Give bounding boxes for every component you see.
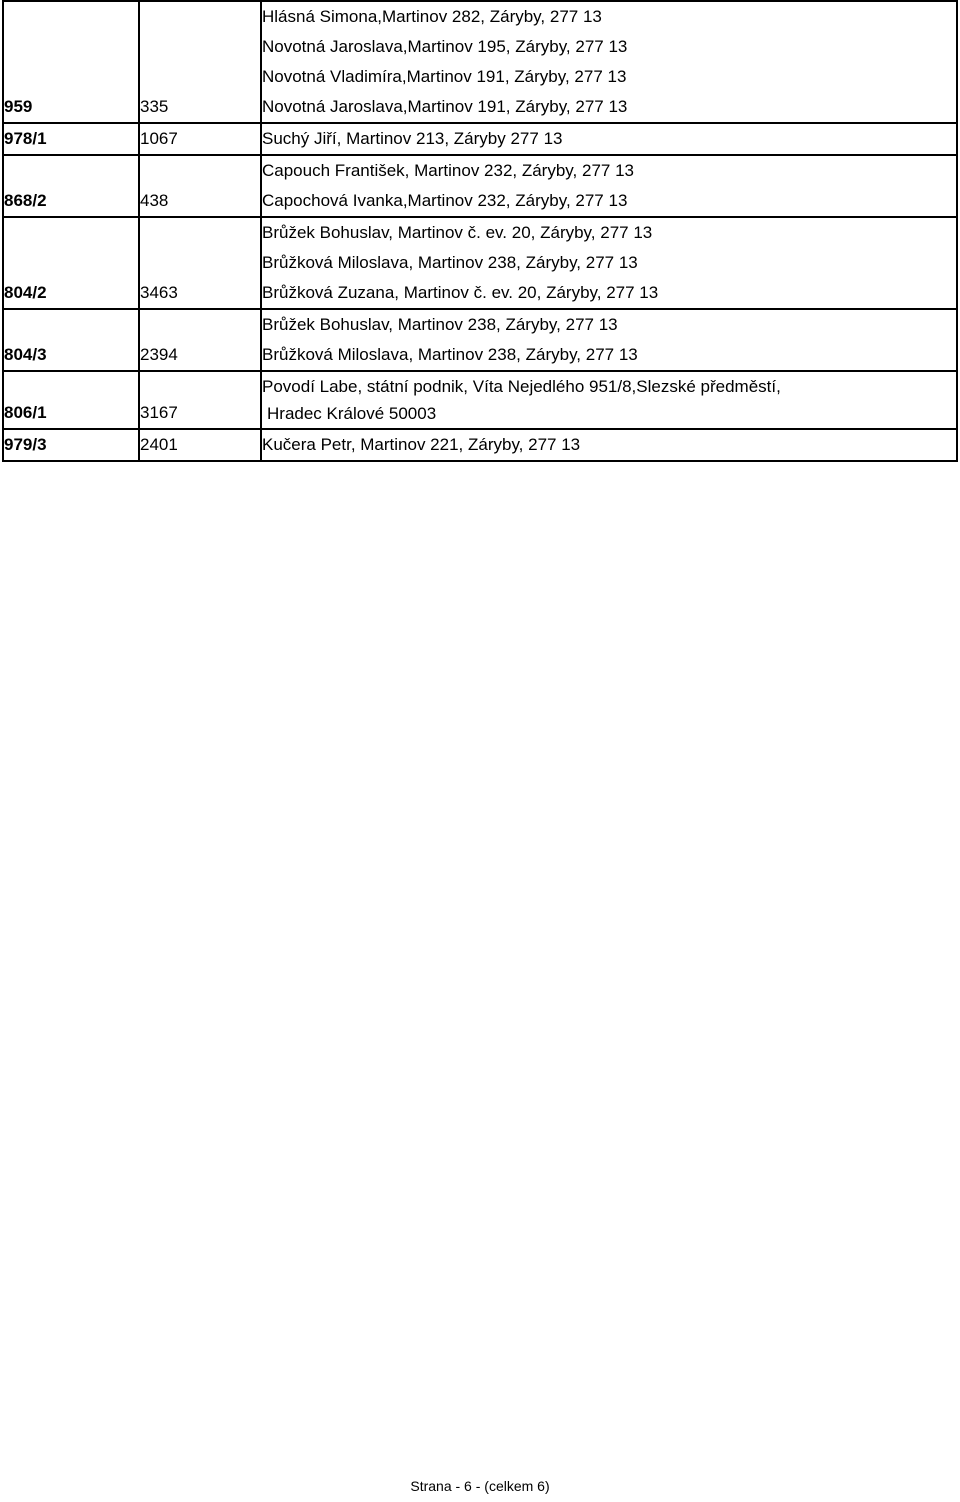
owners-table xyxy=(2,0,958,462)
owner-line: Capouch František, Martinov 232, Záryby, 277 13 xyxy=(262,161,634,180)
lv-number: 438 xyxy=(140,191,169,210)
lv-number-cell xyxy=(139,217,261,309)
parcel-number-cell xyxy=(3,217,139,309)
parcel-number: 979/3 xyxy=(4,435,47,454)
owner-line: Brůžek Bohuslav, Martinov č. ev. 20, Záryby, 277 13 xyxy=(262,223,653,242)
table-row xyxy=(3,309,957,371)
owner-line: Povodí Labe, státní podnik, Víta Nejedlého 951/8,Slezské předměstí, xyxy=(262,377,781,396)
owners-cell xyxy=(261,429,957,461)
owner-line: Capochová Ivanka,Martinov 232, Záryby, 277 13 xyxy=(262,191,628,210)
owners-cell xyxy=(261,1,957,123)
owners-cell xyxy=(261,123,957,155)
lv-number-cell xyxy=(139,309,261,371)
parcel-number-cell xyxy=(3,429,139,461)
owner-line: Brůžková Miloslava, Martinov 238, Záryby, 277 13 xyxy=(262,345,638,364)
parcel-number: 806/1 xyxy=(4,403,47,422)
parcel-number: 804/2 xyxy=(4,283,47,302)
owner-line: Novotná Vladimíra,Martinov 191, Záryby, 277 13 xyxy=(262,67,627,86)
owners-cell xyxy=(261,217,957,309)
parcel-number-cell xyxy=(3,309,139,371)
parcel-number: 804/3 xyxy=(4,345,47,364)
owner-line: Brůžková Zuzana, Martinov č. ev. 20, Záryby, 277 13 xyxy=(262,283,659,302)
parcel-number: 959 xyxy=(4,97,33,116)
lv-number-cell xyxy=(139,429,261,461)
owner-line: Kučera Petr, Martinov 221, Záryby, 277 13 xyxy=(262,435,581,454)
parcel-number-cell xyxy=(3,123,139,155)
parcel-number-cell xyxy=(3,371,139,429)
lv-number: 1067 xyxy=(140,129,178,148)
lv-number: 2394 xyxy=(140,345,178,364)
parcel-number: 978/1 xyxy=(4,129,47,148)
lv-number: 3167 xyxy=(140,403,178,422)
owner-line: Hlásná Simona,Martinov 282, Záryby, 277 13 xyxy=(262,7,602,26)
table-row xyxy=(3,429,957,461)
owner-line: Hradec Králové 50003 xyxy=(267,404,437,423)
lv-number-cell xyxy=(139,1,261,123)
table-row xyxy=(3,155,957,217)
parcel-number-cell xyxy=(3,155,139,217)
lv-number: 2401 xyxy=(140,435,178,454)
table-row xyxy=(3,123,957,155)
table-row xyxy=(3,1,957,123)
lv-number-cell xyxy=(139,123,261,155)
table-row xyxy=(3,217,957,309)
table-row xyxy=(3,371,957,429)
owners-cell xyxy=(261,155,957,217)
owner-line: Suchý Jiří, Martinov 213, Záryby 277 13 xyxy=(262,129,563,148)
parcel-number-cell xyxy=(3,1,139,123)
owner-line: Brůžková Miloslava, Martinov 238, Záryby, 277 13 xyxy=(262,253,638,272)
parcel-number: 868/2 xyxy=(4,191,47,210)
lv-number: 3463 xyxy=(140,283,178,302)
owners-cell xyxy=(261,309,957,371)
owner-line: Brůžek Bohuslav, Martinov 238, Záryby, 277 13 xyxy=(262,315,618,334)
owner-line: Novotná Jaroslava,Martinov 195, Záryby, 277 13 xyxy=(262,37,628,56)
owner-line: Novotná Jaroslava,Martinov 191, Záryby, 277 13 xyxy=(262,97,628,116)
owners-cell xyxy=(261,371,957,429)
lv-number: 335 xyxy=(140,97,169,116)
lv-number-cell xyxy=(139,371,261,429)
page-footer: Strana - 6 - (celkem 6) xyxy=(410,1478,550,1494)
lv-number-cell xyxy=(139,155,261,217)
